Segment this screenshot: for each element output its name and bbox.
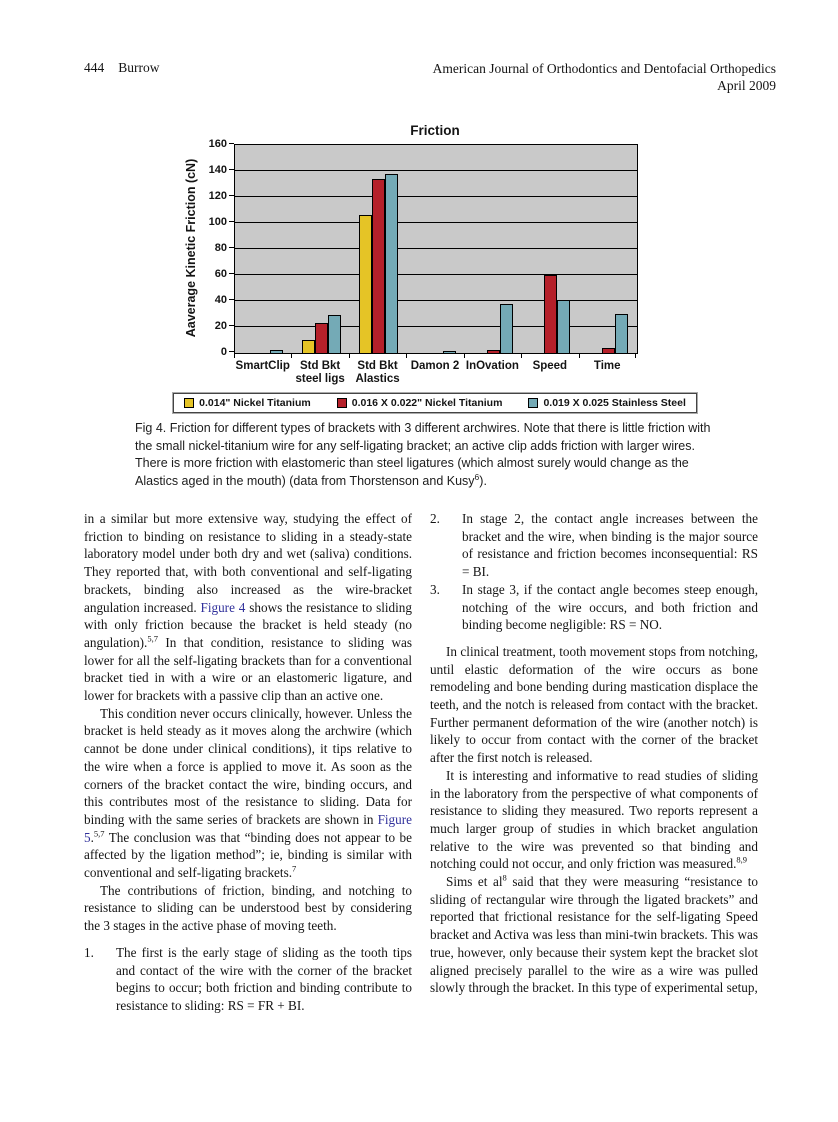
text-run: Sims et al [446, 874, 503, 890]
figure-caption [135, 420, 713, 490]
gridline [235, 170, 637, 171]
left-column [84, 510, 412, 1015]
legend-label: 0.014" Nickel Titanium [199, 397, 311, 409]
bar-series-3-cat-5 [500, 304, 513, 353]
superscript-reference: 8,9 [736, 854, 747, 865]
y-tick-label: 80 [214, 241, 227, 254]
list-number: 1. [84, 944, 94, 960]
x-category-label [349, 360, 406, 386]
x-category-label-line: Damon 2 [410, 360, 460, 372]
text-run: shows the resistance to sliding with only friction because the bracket is held steady (no angulation). [84, 599, 412, 650]
bar-series-3-cat-4 [443, 351, 456, 353]
right-column [430, 510, 758, 1015]
legend-swatch-icon [184, 398, 194, 408]
plot-area [234, 144, 638, 354]
text-run: In that condition, resistance to sliding was lower for all the self-ligating brackets than for a conventional bracket tied in with a wire or an elastomeric ligature, and lower for brackets with a passive clip than an active one. [84, 634, 412, 704]
text-run: In stage 2, the contact angle increases between the bracket and the wire, when binding is the major source of resistance and friction becomes inconsequential: RS = BI. [462, 511, 758, 580]
x-category-label [234, 360, 291, 386]
text-run: in a similar but more extensive way, studying the effect of friction to binding on resistance to sliding in a steady-state laboratory model under both dry and wet (saliva) conditions. They reported that, with both conventional and self-ligating brackets, binding also increased as the wire-bracket angulation increased. [84, 511, 412, 615]
x-category-label [464, 360, 521, 386]
legend-item [184, 397, 311, 409]
x-tick-mark [406, 354, 407, 358]
text-run: said that they were measuring “resistance to sliding of rectangular wire through the ligated brackets” and reported that frictional resistance for the self-ligating Speed bracket and Activa was less than mini-twin brackets. This was true, however, only because their system kept the bracket slot aligned precisely parallel to the wire as a wire was pulled slowly through the bracket. In this type of experimental setup, [430, 874, 758, 996]
y-tick-label: 20 [214, 319, 227, 332]
x-tick-mark [349, 354, 350, 358]
figure-cross-reference-link[interactable]: Figure 4 [200, 599, 246, 615]
x-category-label-line: Time [593, 360, 621, 372]
x-category-label-line: SmartClip [235, 360, 290, 372]
bar-series-1-cat-3 [359, 215, 372, 353]
bar-series-2-cat-7 [602, 348, 615, 353]
text-run: Fig 4. Friction for different types of brackets with 3 different archwires. Note that there is little friction with the small nickel-titanium wire for any self-ligating bracket; an active clip adds friction with larger wires. There is more friction with elastomeric than steel ligatures (which almost surely would change as the Alastics aged in the mouth) (data from Thorstenson and Kusy [135, 421, 711, 488]
x-tick-mark [579, 354, 580, 358]
paragraph [430, 767, 758, 873]
text-run: It is interesting and informative to read studies of sliding in the laboratory from the perspective of what components of resistance to sliding they measured. Two reports represent a much larger group of studies in which bracket angulation relative to the wire was prevented so that binding and notching could not occur, and only friction was measured. [430, 767, 758, 872]
y-axis-ticks [200, 137, 234, 358]
text-run: In clinical treatment, tooth movement stops from notching, until elastic deformation of the wire occurs as bone remodeling and bone bending during mastication displace the teeth, and the notch is released from contact with the bracket. Further permanent deformation of the wire (another notch) is likely to occur from contact with the corner of the bracket after the first notch is released. [430, 643, 758, 766]
y-tick-label: 160 [208, 137, 227, 150]
list-item-text [462, 511, 758, 579]
page-number: 444 [84, 60, 105, 75]
bar-series-3-cat-3 [385, 174, 398, 353]
x-category-label [521, 360, 578, 386]
numbered-list-item [430, 510, 758, 581]
bar-series-1-cat-2 [302, 340, 315, 353]
numbered-list-item [430, 581, 758, 634]
x-tick-mark [234, 354, 235, 358]
text-run: This condition never occurs clinically, however. Unless the bracket is held steady as it moves along the archwire (which cannot be done under clinical conditions), it tips relative to the wire when a force is applied to move it. As soon as the corners of the bracket contact the wire, binding occurs, and this contributes most of the resistance to sliding. Data for binding with the same series of brackets are shown in [84, 705, 412, 827]
superscript-reference: 5,7 [147, 633, 158, 644]
superscript-reference: 5,7 [93, 828, 105, 839]
x-category-label [579, 360, 636, 386]
gridline [235, 326, 637, 327]
y-tick-label: 60 [214, 267, 227, 280]
chart-legend [173, 393, 697, 413]
list-item-text [116, 945, 412, 1013]
x-axis-labels [234, 360, 636, 386]
text-run: The conclusion was that “binding does not appear to be affected by the ligation method”; ie, binding is similar with conventional and self-ligating brackets. [84, 829, 412, 881]
chart-title: Friction [410, 123, 460, 138]
legend-label: 0.016 X 0.022" Nickel Titanium [351, 397, 503, 409]
x-category-label-line: Alastics [355, 373, 400, 385]
text-run: . [90, 829, 94, 845]
legend-label: 0.019 X 0.025 Stainless Steel [543, 397, 686, 409]
bar-series-3-cat-7 [615, 314, 628, 353]
list-item-text [462, 582, 758, 632]
x-tick-mark [464, 354, 465, 358]
superscript-reference: 6 [474, 471, 480, 482]
x-tick-mark [635, 354, 636, 358]
paragraph [84, 705, 412, 882]
x-tick-mark [291, 354, 292, 358]
list-number: 2. [430, 511, 440, 526]
y-tick-label: 40 [214, 293, 227, 306]
running-head-right [433, 60, 776, 94]
x-category-label-line: Std Bkt [300, 360, 341, 372]
paragraph [430, 873, 758, 997]
paragraph [84, 882, 412, 935]
numbered-list-item [84, 944, 412, 1015]
text-run: The first is the early stage of sliding as the tooth tips and contact of the wire with the corner of the bracket begins to occur; both friction and binding contribute to resistance to sliding: RS = FR + BI. [116, 944, 412, 1013]
journal-title: American Journal of Orthodontics and Dentofacial Orthopedics [432, 61, 776, 76]
x-category-label [291, 360, 348, 386]
legend-item [337, 397, 503, 409]
figure-cross-reference-link[interactable]: Figure 5 [84, 811, 412, 845]
superscript-reference: 7 [292, 863, 297, 874]
gridline [235, 274, 637, 275]
bar-series-2-cat-2 [315, 323, 328, 353]
list-number: 3. [430, 581, 440, 597]
y-axis-label: Aaverage Kinetic Friction (cN) [184, 158, 198, 338]
y-tick-label: 140 [208, 163, 227, 176]
chart-body [184, 137, 646, 358]
bar-series-2-cat-3 [372, 179, 385, 353]
gridline [235, 248, 637, 249]
page-header [84, 60, 776, 94]
author-name: Burrow [118, 60, 160, 75]
text-run: In stage 3, if the contact angle becomes steep enough, notching of the wire occurs, and both friction and binding become negligible: RS = NO. [462, 581, 758, 633]
paragraph [430, 643, 758, 767]
bar-series-3-cat-1 [270, 350, 283, 353]
superscript-reference: 8 [502, 872, 507, 883]
legend-swatch-icon [528, 398, 538, 408]
y-tick-label: 120 [208, 189, 227, 202]
bar-series-3-cat-2 [328, 315, 341, 353]
bar-series-2-cat-5 [487, 350, 500, 353]
issue-date: April 2009 [717, 78, 776, 93]
bar-series-2-cat-6 [544, 275, 557, 353]
running-head-left [84, 60, 174, 94]
bar-series-3-cat-6 [557, 300, 570, 353]
legend-row [199, 393, 686, 413]
x-category-label-line: InOvation [465, 360, 519, 372]
body-columns [84, 510, 758, 1015]
text-run: ). [479, 473, 487, 488]
gridline [235, 222, 637, 223]
x-category-label-line: Std Bkt [357, 360, 398, 372]
x-category-label-line: steel ligs [295, 373, 345, 385]
friction-chart [184, 123, 686, 413]
legend-swatch-icon [337, 398, 347, 408]
y-tick-label: 0 [220, 345, 227, 358]
paragraph [84, 510, 412, 705]
gridline [235, 300, 637, 301]
x-category-label [406, 360, 463, 386]
x-category-label-line: Speed [532, 360, 568, 372]
x-tick-mark [521, 354, 522, 358]
y-tick-label: 100 [208, 215, 227, 228]
x-axis-ticks [234, 354, 636, 358]
legend-item [528, 397, 685, 409]
text-run: The contributions of friction, binding, and notching to resistance to sliding can be understood best by considering the 3 stages in the active phase of moving teeth. [84, 882, 412, 934]
gridline [235, 196, 637, 197]
